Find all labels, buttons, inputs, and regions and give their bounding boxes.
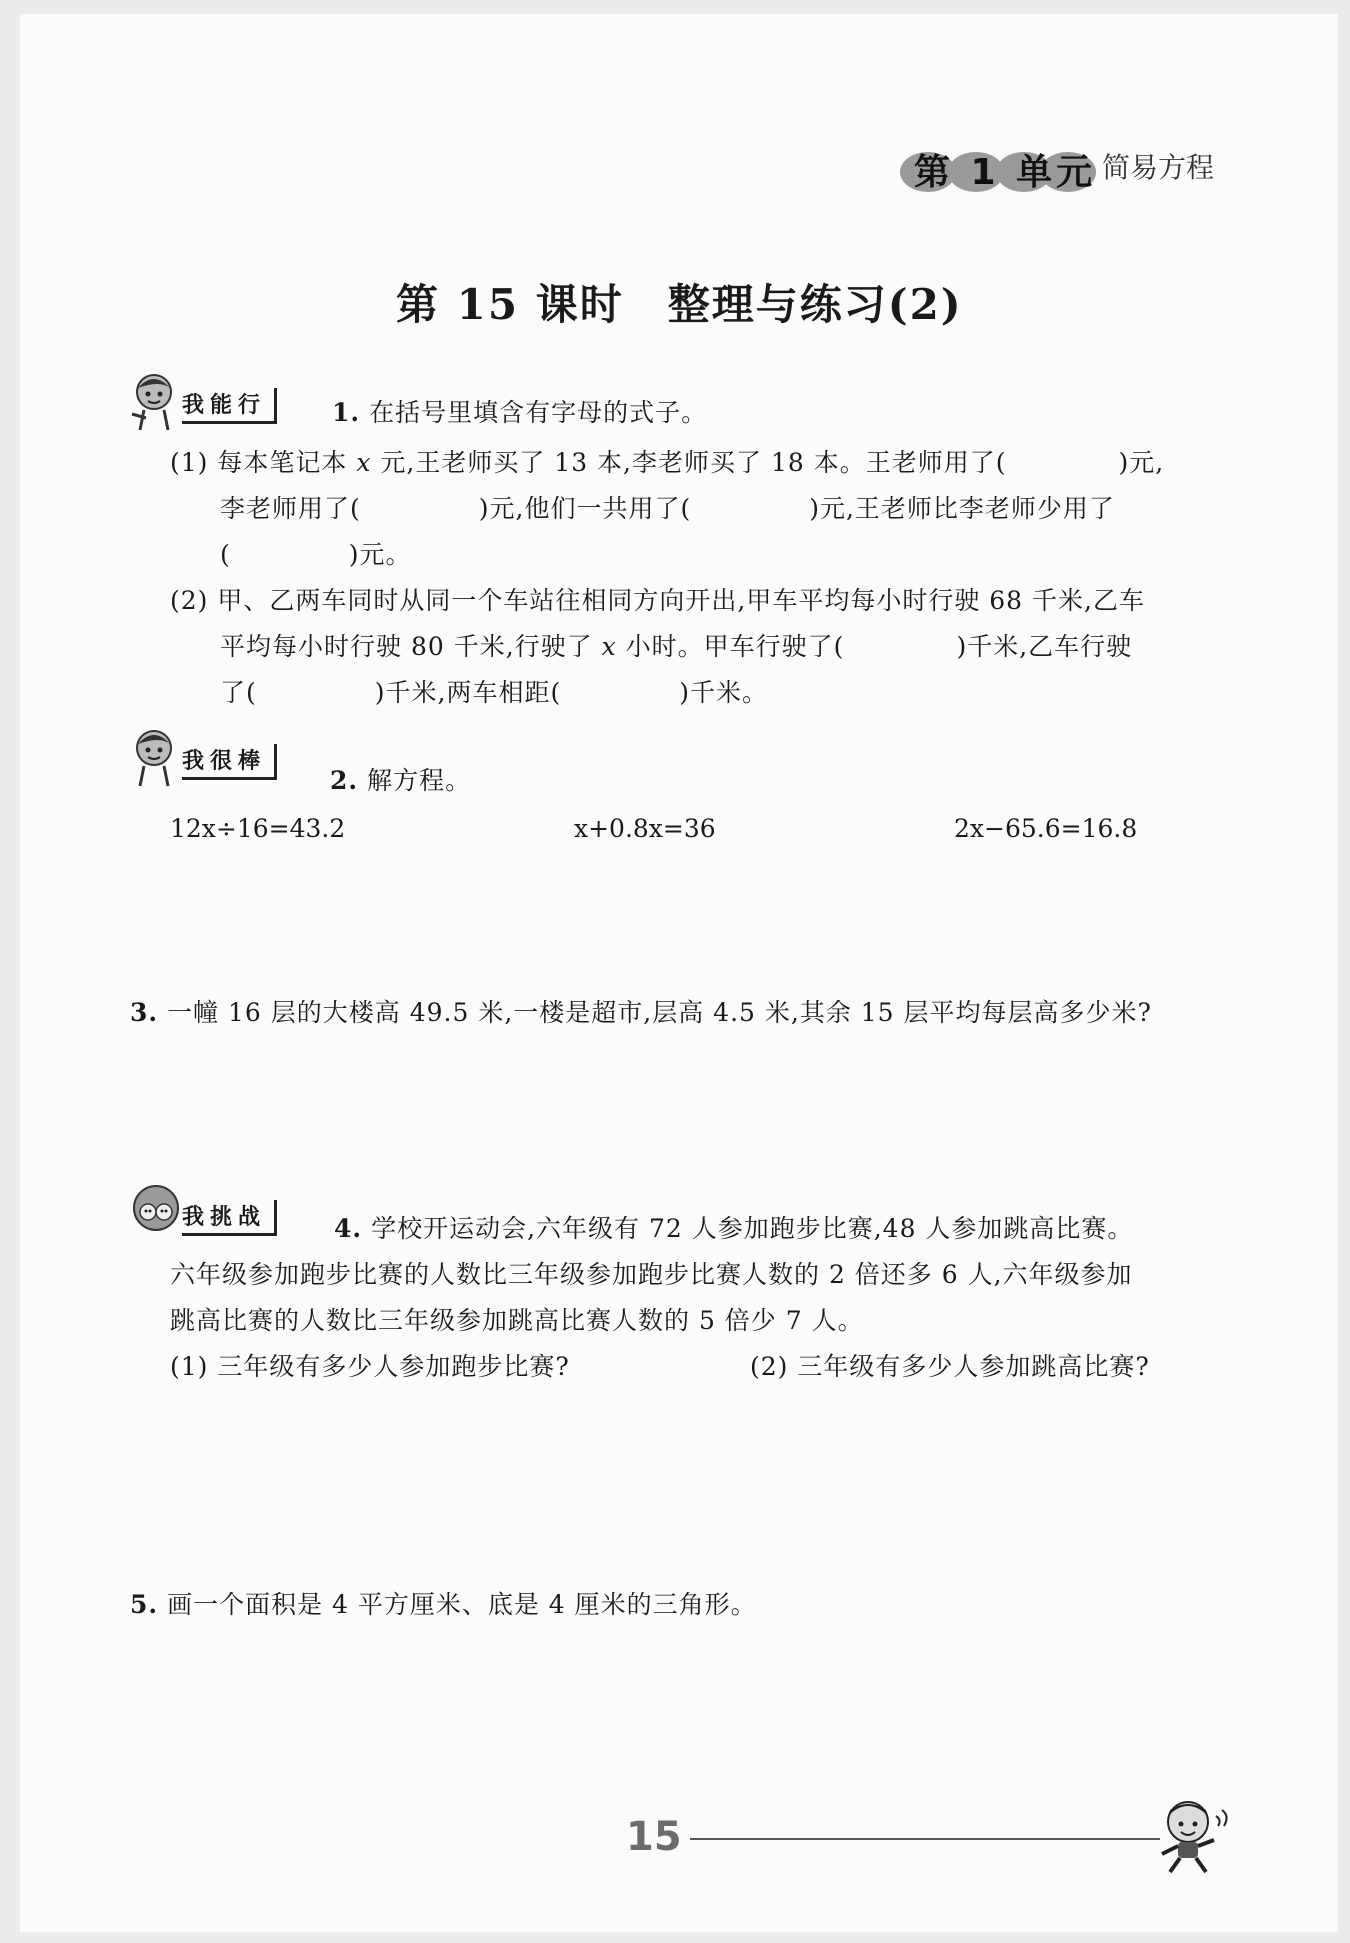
question-4-line2: 六年级参加跑步比赛的人数比三年级参加跑步比赛人数的 2 倍还多 6 人,六年级参加 (170, 1260, 1133, 1289)
text: 元,王老师买了 13 本,李老师买了 18 本。王老师用了( (380, 448, 1007, 477)
worksheet-page (20, 14, 1338, 1932)
text: 甲、乙两车同时从同一个车站往相同方向开出,甲车平均每小时行驶 68 千米,乙车 (217, 586, 1145, 615)
page-title: 第 15 课时 整理与练习(2) (396, 280, 963, 329)
q1-part1-line1 (170, 450, 1164, 475)
text: 小时。甲车行驶了( (625, 632, 845, 661)
question-number: 3. (130, 998, 159, 1027)
text: 平均每小时行驶 80 千米,行驶了 (220, 632, 593, 661)
part-number: (1) (170, 448, 209, 477)
question-number: 5. (130, 1590, 159, 1619)
badge-wo-hen-bang (130, 726, 330, 796)
question-text: 解方程。 (367, 766, 472, 795)
q1-part2-line3 (220, 680, 768, 705)
question-number: 2. (330, 766, 359, 795)
part-number: (2) (170, 586, 209, 615)
q1-part2-line1 (170, 588, 1145, 613)
question-4-sub2: (2) 三年级有多少人参加跳高比赛? (750, 1352, 1150, 1381)
question-number: 1. (332, 398, 361, 427)
text: ( (220, 540, 231, 569)
text: 每本笔记本 (217, 448, 348, 477)
text: )元,王老师比李老师少用了 (809, 494, 1115, 523)
equation-1: 12x÷16=43.2 (170, 814, 346, 843)
q1-part1-line3 (220, 542, 412, 567)
page-number: 15 (626, 1814, 682, 1860)
equation-3: 2x−65.6=16.8 (954, 814, 1138, 843)
badge-label: 我挑战 (182, 1200, 277, 1236)
text: )千米,乙车行驶 (956, 632, 1133, 661)
unit-label: 第 1 单元 (914, 152, 1097, 193)
question-1-stem (332, 400, 707, 425)
unit-tab (900, 144, 1100, 192)
question-4-sub1: (1) 三年级有多少人参加跑步比赛? (170, 1352, 570, 1381)
equation-2: x+0.8x=36 (574, 814, 716, 843)
question-text: 一幢 16 层的大楼高 49.5 米,一楼是超市,层高 4.5 米,其余 15 层平均每层高多少米? (167, 998, 1152, 1027)
text: )元, (1118, 448, 1165, 477)
badge-label: 我能行 (182, 388, 277, 424)
running-boy-mascot-icon (1148, 1796, 1238, 1876)
question-2-stem (330, 768, 471, 793)
question-4-line3: 跳高比赛的人数比三年级参加跳高比赛人数的 5 倍少 7 人。 (170, 1306, 864, 1335)
variable-x: x (601, 632, 617, 661)
girl-mascot-icon (130, 726, 186, 790)
text: )元。 (348, 540, 412, 569)
question-5 (130, 1592, 757, 1617)
badge-wo-neng-xing (130, 370, 330, 440)
text: 李老师用了( (220, 494, 361, 523)
q1-part2-line2 (220, 634, 1132, 659)
unit-subtitle: 简易方程 (1102, 151, 1215, 184)
question-text: 在括号里填含有字母的式子。 (369, 398, 708, 427)
question-text: 学校开运动会,六年级有 72 人参加跑步比赛,48 人参加跳高比赛。 (371, 1214, 1134, 1243)
text: )元,他们一共用了( (478, 494, 692, 523)
question-3 (130, 1000, 1152, 1025)
text: 了( (220, 678, 257, 707)
girl-mascot-icon (130, 370, 186, 434)
variable-x: x (356, 448, 372, 477)
q1-part1-line2 (220, 496, 1115, 521)
question-4-line1 (334, 1216, 1133, 1241)
footer-rule (690, 1838, 1160, 1840)
question-number: 4. (334, 1214, 363, 1243)
text: )千米,两车相距( (374, 678, 562, 707)
badge-wo-tiao-zhan (130, 1182, 330, 1252)
question-text: 画一个面积是 4 平方厘米、底是 4 厘米的三角形。 (167, 1590, 757, 1619)
badge-label: 我很棒 (182, 744, 277, 780)
text: )千米。 (679, 678, 768, 707)
kids-mascot-icon (130, 1182, 186, 1246)
